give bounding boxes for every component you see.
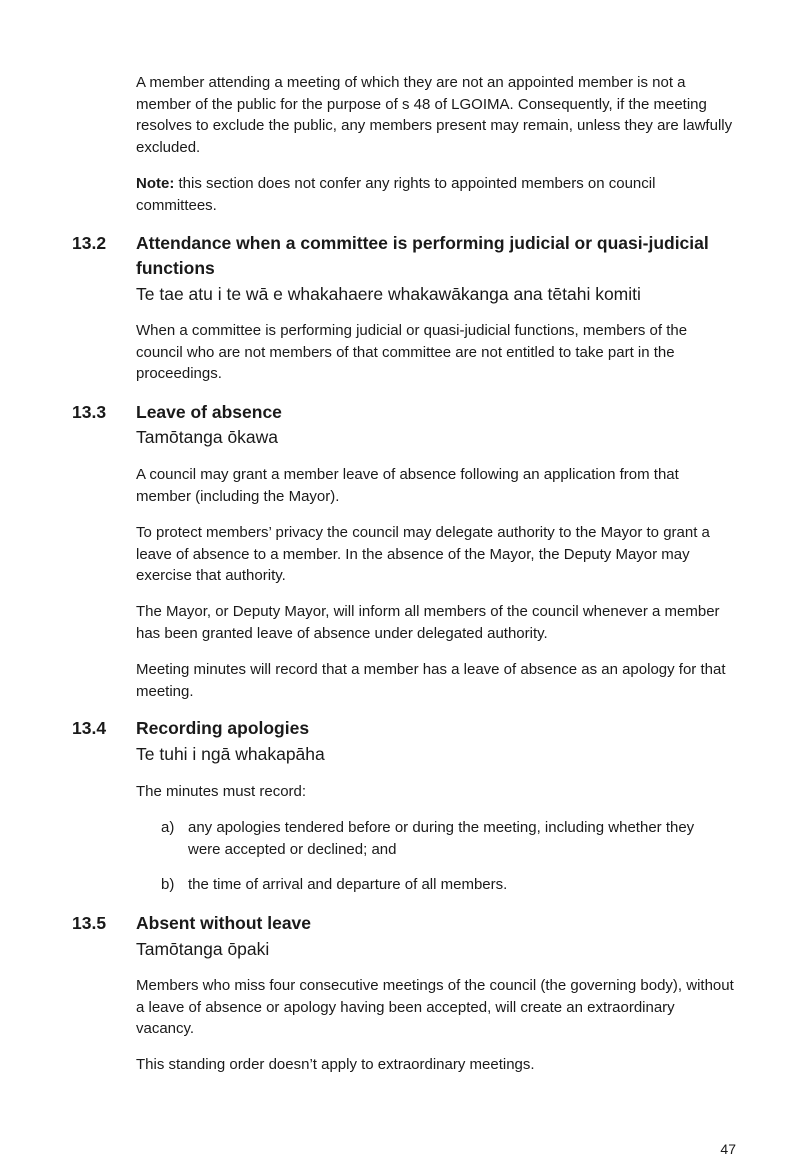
section-number: 13.2 [72, 233, 107, 253]
section-paragraph: To protect members’ privacy the council may delegate authority to the Mayor to grant a leave of absence to a member. In the absence of the Mayor, the Deputy Mayor may exercise that authority. [136, 524, 710, 584]
note-paragraph [136, 173, 736, 216]
intro-paragraph: A member attending a meeting of which they are not an appointed member is not a member of the public for the purpose of s 48 of LGOIMA. Consequently, if the meeting resolves to exclude the public, any members present may remain, unless they are lawfully excluded. [136, 74, 733, 156]
section-paragraph: This standing order doesn’t apply to extraordinary meetings. [136, 1056, 535, 1073]
note-text: this section does not confer any rights to appointed members on council committees. [136, 175, 656, 214]
section-subtitle: Tamōtanga ōpaki [136, 939, 270, 959]
section-paragraph: Members who miss four consecutive meetings of the council (the governing body), without a leave of absence or apology having been accepted, will create an extraordinary vacancy. [136, 977, 734, 1037]
section-subtitle: Te tuhi i ngā whakapāha [136, 744, 325, 764]
section-number: 13.4 [72, 718, 107, 738]
section-subtitle: Tamōtanga ōkawa [136, 427, 279, 447]
section-number: 13.5 [72, 913, 107, 933]
section-title: Attendance when a committee is performing judicial or quasi-judicial functions [136, 233, 709, 278]
section-title: Recording apologies [136, 718, 310, 738]
section-paragraph: When a committee is performing judicial or quasi-judicial functions, members of the council who are not members of that committee are not entitled to take part in the proceedings. [136, 322, 688, 382]
note-label: Note: [136, 175, 175, 192]
section-title: Leave of absence [136, 402, 282, 422]
list-item: the time of arrival and departure of all members. [188, 876, 508, 893]
list-item-marker: a) [161, 819, 175, 836]
section-number: 13.3 [72, 402, 107, 422]
section-title: Absent without leave [136, 913, 312, 933]
section-paragraph: The Mayor, or Deputy Mayor, will inform all members of the council whenever a member has been granted leave of absence under delegated authority. [136, 603, 720, 642]
list-item-marker: b) [161, 876, 175, 893]
section-paragraph: The minutes must record: [136, 783, 307, 800]
page-number: 47 [720, 1141, 736, 1157]
section-subtitle: Te tae atu i te wā e whakahaere whakawākanga ana tētahi komiti [136, 284, 641, 304]
section-paragraph: Meeting minutes will record that a member has a leave of absence as an apology for that meeting. [136, 661, 726, 700]
list-item: any apologies tendered before or during the meeting, including whether they were accepted or declined; and [188, 819, 695, 858]
section-paragraph: A council may grant a member leave of absence following an application from that member (including the Mayor). [136, 466, 679, 505]
